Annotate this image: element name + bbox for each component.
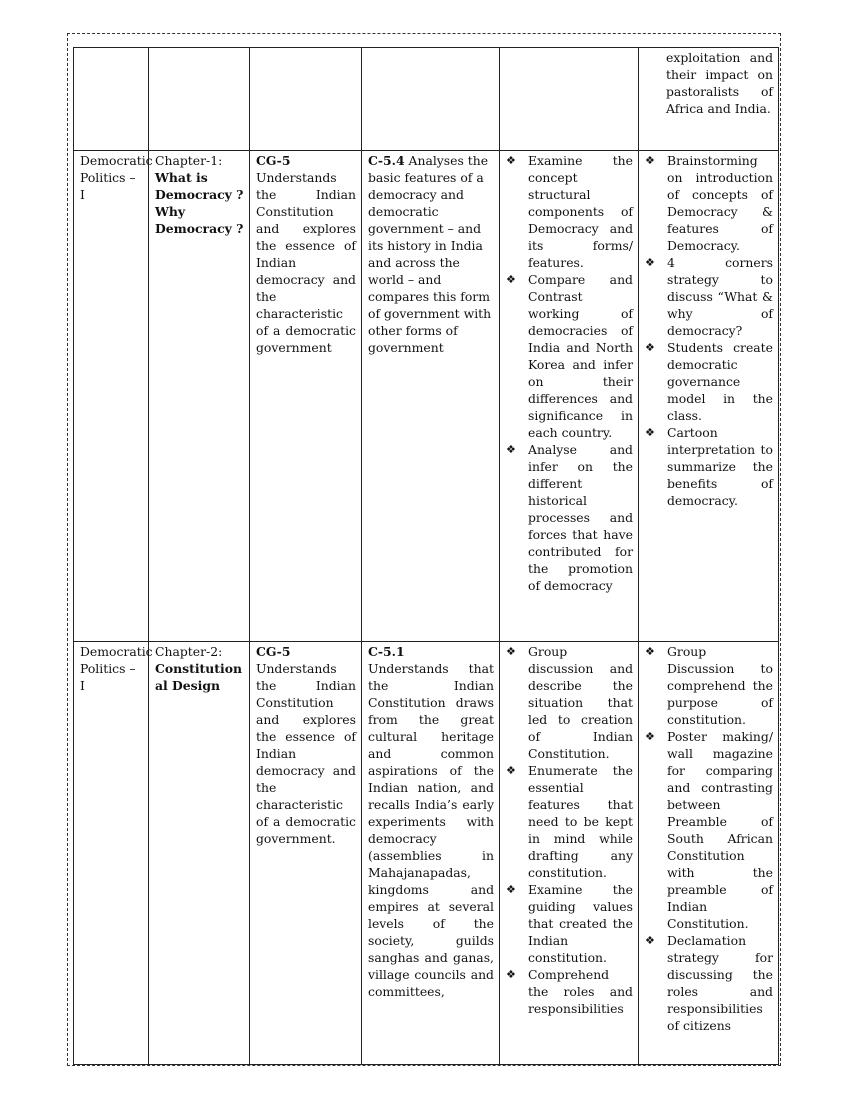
curricular-goal-code: CG-5 <box>256 153 291 168</box>
bullet-icon: ❖ <box>645 426 655 439</box>
list-item: ❖ Group discussion and describe the situation that led to creation of Indian Constitution. <box>506 644 633 761</box>
bullet-icon: ❖ <box>506 645 516 658</box>
bullet-icon: ❖ <box>506 968 516 981</box>
bullet-icon: ❖ <box>645 730 655 743</box>
list-item: ❖ Cartoon interpretation to summarize the benefits of democracy. <box>645 425 773 508</box>
unit-cell <box>74 151 153 642</box>
outcomes-list <box>506 643 633 1017</box>
curricular-goal-text: Understands the Indian Constitution and explores the essence of Indian democracy and the characteristic of a democratic government <box>256 170 356 355</box>
curricular-goal-cell <box>250 151 362 642</box>
learning-outcome-cell <box>362 48 500 151</box>
outcomes-cell <box>500 642 639 1065</box>
bullet-icon: ❖ <box>645 934 655 947</box>
table-row <box>74 151 779 642</box>
bullet-icon: ❖ <box>506 883 516 896</box>
list-item: ❖ Enumerate the essential features that need to be kept in mind while drafting any constitution. <box>506 763 633 880</box>
outcomes-cell <box>500 48 639 151</box>
activities-list <box>645 152 773 509</box>
activity-continuation-text: exploitation and their impact on pastoralists of Africa and India. <box>666 50 773 116</box>
table-row <box>74 48 779 151</box>
chapter-number: Chapter-1: <box>155 153 223 168</box>
activities-cell <box>639 48 779 151</box>
unit-cell <box>74 642 153 1065</box>
list-item: ❖ Poster making/ wall magazine for comparing and contrasting between Preamble of South African Constitution with the preamble of Indian Constitution. <box>645 729 773 931</box>
chapter-cell <box>149 151 250 642</box>
bullet-icon: ❖ <box>506 273 516 286</box>
bullet-icon: ❖ <box>506 443 516 456</box>
outcomes-list <box>506 152 633 594</box>
learning-outcome-cell <box>362 642 500 1065</box>
bullet-icon: ❖ <box>645 645 655 658</box>
bullet-icon: ❖ <box>506 154 516 167</box>
outcomes-cell <box>500 151 639 642</box>
curricular-goal-text: Understands the Indian Constitution and explores the essence of Indian democracy and the characteristic of a democratic government. <box>256 661 356 846</box>
unit-name: Democratic Politics – I <box>80 153 153 202</box>
curricular-goal-cell <box>250 642 362 1065</box>
bullet-icon: ❖ <box>645 256 655 269</box>
learning-outcome-text: Understands that the Indian Constitution draws from the great cultural heritage and common aspirations of the Indian nation, and recalls India’s early experiments with democracy (assemblies in Mahajanapadas, kingdoms and empires at several levels of the society, guilds sanghas and ganas, village councils and committees, <box>368 661 494 999</box>
curriculum-table <box>73 47 779 1065</box>
list-item: ❖ Students create democratic governance model in the class. <box>645 340 773 423</box>
bullet-icon: ❖ <box>645 154 655 167</box>
table-row <box>74 642 779 1065</box>
unit-cell <box>74 48 149 151</box>
chapter-cell <box>149 642 250 1065</box>
list-item: ❖ Examine the guiding values that created the Indian constitution. <box>506 882 633 965</box>
list-item: ❖ Declamation strategy for discussing the roles and responsibilities of citizens <box>645 933 773 1033</box>
chapter-number: Chapter-2: <box>155 644 223 659</box>
list-item: ❖ Brainstorming on introduction of concepts of Democracy & features of Democracy. <box>645 153 773 253</box>
activities-cell <box>639 642 779 1065</box>
chapter-title: What is Democracy ? Why Democracy ? <box>155 170 244 236</box>
chapter-title: Constitutional Design <box>155 661 242 693</box>
list-item: ❖ Group Discussion to comprehend the purpose of constitution. <box>645 644 773 727</box>
activities-cell <box>639 151 779 642</box>
curricular-goal-cell <box>250 48 362 151</box>
list-item: ❖ 4 corners strategy to discuss “What & why of democracy? <box>645 255 773 338</box>
list-item: ❖ Examine the concept structural components of Democracy and its forms/ features. <box>506 153 633 270</box>
learning-outcome-text: Analyses the basic features of a democracy and democratic government – and its history in India and across the world – and compares this form of government with other forms of government <box>368 153 492 355</box>
activities-list <box>645 643 773 1034</box>
learning-outcome-cell <box>362 151 500 642</box>
chapter-cell <box>149 48 250 151</box>
curricular-goal-code: CG-5 <box>256 644 291 659</box>
list-item: ❖ Compare and Contrast working of democracies of India and North Korea and infer on their differences and significance in each country. <box>506 272 633 440</box>
bullet-icon: ❖ <box>506 764 516 777</box>
unit-name: Democratic Politics – I <box>80 644 153 693</box>
bullet-icon: ❖ <box>645 341 655 354</box>
learning-outcome-code: C-5.1 <box>368 644 405 659</box>
learning-outcome-code: C-5.4 <box>368 153 405 168</box>
list-item: ❖ Comprehend the roles and responsibilities <box>506 967 633 1016</box>
list-item: ❖ Analyse and infer on the different historical processes and forces that have contributed for the promotion of democracy <box>506 442 633 593</box>
